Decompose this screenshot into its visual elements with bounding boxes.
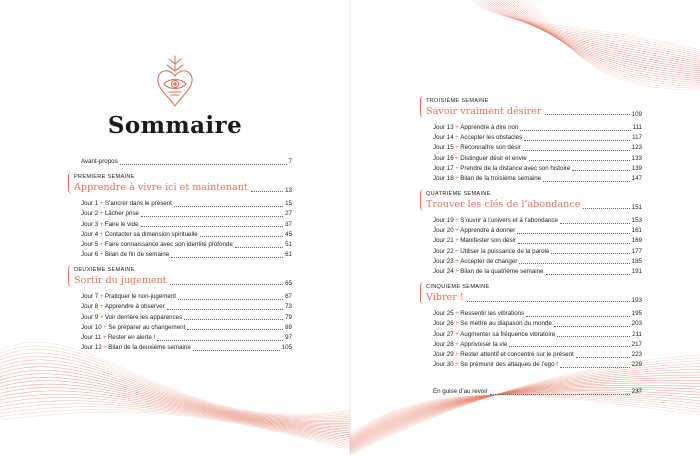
week-3-label: TROISIÈME SEMAINE [426,98,489,104]
day-number: Jour 28 [433,340,454,348]
toc-day-entry[interactable] [72,333,292,343]
week-bracket [420,282,425,304]
page-number: 229 [631,361,642,369]
toc-day-entry[interactable] [424,216,642,226]
toc-left-column [72,157,292,353]
week-5-label: CINQUIÈME SEMAINE [426,284,490,291]
plus-bullet: + [455,361,459,369]
plus-bullet: + [99,200,104,208]
day-title: Manifester son désir [460,237,516,245]
day-number: Jour 11 [81,334,102,342]
plus-bullet: + [455,134,459,142]
dot-leader [519,263,629,264]
dot-leader [178,299,283,300]
toc-day-entry[interactable] [424,247,642,257]
toc-day-entry[interactable] [424,267,642,277]
plus-bullet: + [455,123,459,131]
dot-leader [518,243,630,244]
plus-bullet: + [455,340,459,348]
dot-leader [551,253,629,254]
toc-day-entry[interactable] [424,123,642,133]
week-5-title-row[interactable] [424,291,642,304]
week-2-label: DEUXIÈME SEMAINE [74,267,135,274]
dot-leader [523,150,630,151]
plus-bullet: + [99,293,104,301]
toc-day-entry[interactable] [72,292,292,302]
dot-leader [560,223,630,224]
day-title: Augmenter sa fréquence vibratoire [460,330,556,338]
toc-day-entry[interactable] [424,257,642,267]
dot-leader [170,284,283,285]
toc-day-entry[interactable] [424,330,642,340]
plus-bullet: + [99,303,104,311]
week-4-label: QUATRIÈME SEMAINE [426,191,491,198]
day-number: Jour 23 [433,257,454,265]
plus-bullet: + [99,220,104,228]
page-title: Sommaire [107,112,243,139]
plus-bullet: + [455,268,459,276]
page-number: 73 [285,303,292,311]
day-title: Distinguer désir et envie [460,154,527,162]
plus-bullet: + [103,323,107,331]
dot-leader [157,340,283,341]
page-number: 153 [631,217,642,225]
day-number: Jour 18 [433,174,454,182]
day-title: Ressentir les vibrations [460,310,525,318]
week-bracket [68,265,73,287]
toc-day-entry[interactable] [72,199,292,209]
entry-label: En guise d’au revoir [433,388,488,396]
toc-day-entry[interactable] [72,313,292,323]
toc-day-entry[interactable] [424,309,642,319]
dot-leader [171,257,283,258]
day-title: S’ancrer dans le présent [104,200,172,208]
page-number: 191 [631,268,642,276]
week-bracket [68,172,73,194]
toc-day-entry[interactable] [424,143,642,153]
page-number: 89 [285,323,292,331]
page-number: 139 [631,164,642,172]
day-title: Utiliser la puissance de la parole [460,247,550,255]
page-number: 161 [631,227,642,235]
page-number: 105 [281,344,292,352]
day-number: Jour 29 [433,350,454,358]
plus-bullet: + [455,144,459,152]
page-number: 147 [631,174,642,182]
toc-day-entry[interactable] [424,360,642,370]
page-number: 177 [631,247,642,255]
page-number: 45 [285,230,292,238]
toc-day-entry[interactable] [424,340,642,350]
plus-bullet: + [455,350,459,358]
dot-leader [167,309,283,310]
toc-day-entry[interactable] [424,237,642,247]
day-number: Jour 26 [433,320,454,328]
page-number: 51 [285,240,292,248]
dot-leader [490,394,630,395]
day-number: Jour 30 [433,361,454,369]
page-number: 203 [631,320,642,328]
plus-bullet: + [455,174,459,182]
plus-bullet: + [455,164,459,172]
day-title: Bilan de la troisième semaine [460,174,542,182]
toc-right-column [424,97,642,398]
page-number: 65 [285,280,292,288]
plus-bullet: + [99,313,104,321]
day-title: S’ouvrir à l’univers et à l’abondance [460,217,558,225]
day-title: Rester en alerte ! [107,334,156,342]
toc-day-entry[interactable] [72,323,292,333]
dot-leader [141,226,284,227]
day-number: Jour 7 [81,293,99,301]
day-number: Jour 13 [433,123,454,131]
page-number: 133 [631,154,642,162]
week-2-title: Sortir du jugement [74,275,167,287]
page-number: 37 [285,220,292,228]
day-title: Se prémunir des attaques de l’ego ! [460,361,558,369]
page-number: 15 [285,200,292,208]
day-number: Jour 14 [433,134,454,142]
plus-bullet: + [455,247,459,255]
toc-day-entry[interactable] [424,133,642,143]
plus-bullet: + [455,257,459,265]
day-title: Accepter les obstacles [460,134,523,142]
toc-day-entry[interactable] [72,209,292,219]
day-title: Faire le vide [104,220,139,228]
page-number: 151 [631,204,642,212]
dot-leader [509,346,629,347]
dot-leader [572,170,629,171]
day-number: Jour 4 [81,230,99,238]
toc-day-entry[interactable] [424,164,642,174]
day-title: Apprendre à dire non [460,123,519,131]
decorative-wave-lines-top-right [350,0,700,110]
day-number: Jour 16 [433,154,454,162]
day-number: Jour 25 [433,310,454,318]
plus-bullet: + [455,154,459,162]
toc-entry-conclusion[interactable] [424,387,642,397]
plus-bullet: + [99,210,104,218]
day-number: Jour 1 [81,200,99,208]
day-title: Voir derrière les apparences [104,313,183,321]
week-4-title-row[interactable] [424,198,642,211]
day-number: Jour 20 [433,227,454,235]
day-title: Faire connaissance avec son identité profonde [104,240,233,248]
day-number: Jour 2 [81,210,99,218]
dot-leader [141,216,283,217]
dot-leader [520,130,630,131]
page-number: 185 [631,257,642,265]
toc-day-entry[interactable] [72,230,292,240]
day-number: Jour 19 [433,217,454,225]
week-3-title: Savoir vraiment désirer [426,106,542,117]
day-number: Jour 9 [81,313,99,321]
page-number: 97 [285,334,292,342]
page-number: 195 [631,310,642,318]
day-number: Jour 10 [81,323,102,331]
toc-day-entry[interactable] [424,319,642,329]
day-number: Jour 3 [81,220,99,228]
dot-leader [554,326,630,327]
entry-label: Avant-propos [81,157,118,165]
day-title: Prendre de la distance avec son histoire [460,164,571,172]
plus-bullet: + [99,230,104,238]
toc-day-entry[interactable] [424,174,642,184]
dot-leader [543,181,630,182]
dot-leader [526,316,629,317]
dot-leader [467,301,630,302]
dot-leader [235,247,283,248]
day-title: Bilan de fin de semaine [104,251,170,259]
toc-day-entry[interactable] [424,154,642,164]
day-number: Jour 8 [81,303,99,311]
day-title: Apprendre à observer [104,303,165,311]
day-title: Apprivoiser la vie [460,340,508,348]
day-title: Se mettre au diapason du monde [460,320,552,328]
week-1-title-row[interactable] [72,181,292,194]
page-number: 27 [285,210,292,218]
page-number: 193 [631,297,642,305]
toc-day-entry[interactable] [72,303,292,313]
toc-day-entry[interactable] [424,350,642,360]
dot-leader [174,206,283,207]
day-title: Reconnaître son désir [460,144,521,152]
week-4-title: Trouver les clés de l’abondance [426,199,581,211]
day-title: Se préparer au changement [108,323,186,331]
day-title: Lâcher prise [104,210,139,218]
day-title: Apprendre à donner [460,227,516,235]
page-number: 217 [631,340,642,348]
dot-leader [560,367,630,368]
dot-leader [557,336,630,337]
day-number: Jour 27 [433,330,454,338]
plus-bullet: + [103,344,107,352]
plus-bullet: + [99,240,104,248]
page-number: 61 [285,251,292,259]
page-number: 123 [631,144,642,152]
plus-bullet: + [455,330,459,338]
dot-leader [193,350,280,351]
dot-leader [517,233,629,234]
plus-bullet: + [455,227,459,235]
day-number: Jour 5 [81,240,99,248]
dot-leader [251,191,283,192]
dot-leader [583,208,629,209]
page-number: 109 [631,111,642,118]
day-number: Jour 22 [433,247,454,255]
week-1-label: PREMIÈRE SEMAINE [74,174,135,181]
page-number: 237 [631,388,642,396]
week-5-title: Vibrer ! [426,292,464,304]
day-number: Jour 15 [433,144,454,152]
page-number: 169 [631,237,642,245]
page-number: 13 [285,187,292,195]
day-title: Pratiquer le non-jugement [104,293,177,301]
toc-day-entry[interactable] [72,240,292,250]
page-number: 111 [632,123,642,131]
toc-day-entry[interactable] [72,220,292,230]
dot-leader [184,319,283,320]
week-3-title-row[interactable] [424,105,642,118]
toc-entry-avant-propos[interactable] [72,157,292,167]
page-number: 117 [632,134,642,142]
page-number: 223 [631,350,642,358]
dot-leader [524,140,630,141]
week-2-title-row[interactable] [72,274,292,287]
page-number: 67 [285,293,292,301]
page-number: 7 [288,157,292,165]
plus-bullet: + [102,334,107,342]
day-title: Contacter sa dimension spirituelle [104,230,198,238]
plus-bullet: + [99,251,104,259]
dot-leader [545,114,630,115]
dot-leader [546,274,630,275]
page-number: 211 [632,330,642,338]
toc-day-entry[interactable] [72,343,292,353]
day-number: Jour 6 [81,251,99,259]
dot-leader [529,160,630,161]
plus-bullet: + [455,310,459,318]
week-bracket [420,96,425,118]
plus-bullet: + [455,217,459,225]
day-number: Jour 17 [433,164,454,172]
dot-leader [120,164,287,165]
day-title: Bilan de la quatrième semaine [460,268,544,276]
heart-eye-emblem-icon [150,54,200,114]
plus-bullet: + [455,237,459,245]
dot-leader [200,236,283,237]
day-number: Jour 12 [81,344,102,352]
day-number: Jour 21 [433,237,454,245]
day-title: Rester attentif et concentré sur le présent [460,350,574,358]
plus-bullet: + [455,320,459,328]
dot-leader [187,329,283,330]
day-number: Jour 24 [433,268,454,276]
page-number: 79 [285,313,292,321]
week-1-title: Apprendre à vivre ici et maintenant [74,182,248,194]
toc-day-entry[interactable] [424,226,642,236]
dot-leader [576,357,630,358]
week-bracket [420,189,425,211]
day-title: Accepter de changer [460,257,518,265]
day-title: Bilan de la deuxième semaine [108,344,191,352]
toc-day-entry[interactable] [72,250,292,260]
